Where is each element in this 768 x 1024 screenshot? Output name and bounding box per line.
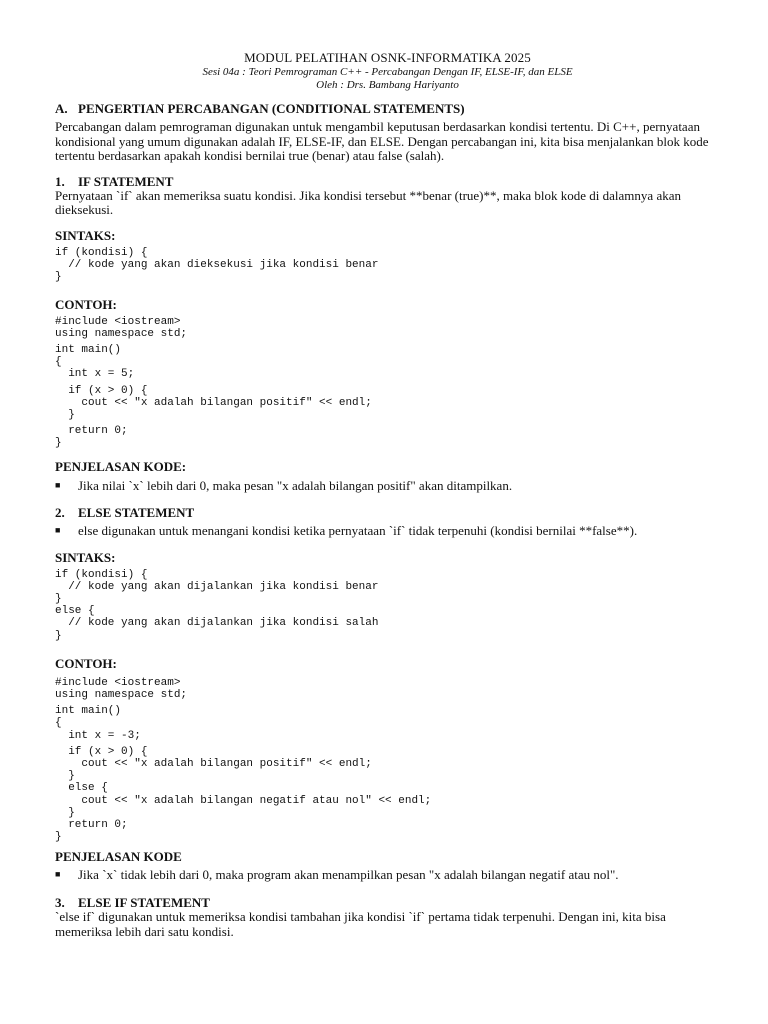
code-line: if (x > 0) { [55, 745, 148, 758]
square-bullet-icon: ■ [55, 524, 61, 535]
section-a-title: PENGERTIAN PERCABANGAN (CONDITIONAL STATEMENTS) [78, 101, 465, 116]
code-line: cout << "x adalah bilangan negatif atau nol" << endl; [55, 794, 432, 807]
code-line: } [55, 806, 75, 819]
code-line: else { [55, 605, 95, 618]
document-title: MODUL PELATIHAN OSNK-INFORMATIKA 2025 [244, 50, 531, 65]
section-a-heading [55, 101, 720, 117]
else-example-label: CONTOH: [55, 655, 117, 671]
code-line: } [55, 271, 62, 284]
code-line: int main() [55, 343, 122, 356]
code-line: else { [55, 782, 108, 795]
else-if-statement-number: 3. [55, 895, 65, 911]
if-example-label: CONTOH: [55, 296, 117, 312]
if-statement-title: IF STATEMENT [78, 173, 174, 189]
code-line: cout << "x adalah bilangan positif" << endl; [55, 758, 372, 771]
if-syntax-label: SINTAKS: [55, 227, 116, 243]
code-line: int main() [55, 705, 122, 718]
code-line: #include <iostream> [55, 676, 181, 689]
if-syntax-code [55, 247, 720, 284]
else-example-code [55, 677, 720, 844]
document-page [55, 50, 720, 940]
if-explanation-label: PENJELASAN KODE: [55, 458, 187, 474]
code-line: } [55, 629, 62, 642]
list-item [55, 867, 720, 882]
code-line: int x = -3; [55, 729, 141, 742]
else-statement-title: ELSE STATEMENT [78, 504, 195, 520]
code-line: if (x > 0) { [55, 384, 148, 397]
else-if-statement-heading [55, 895, 720, 910]
code-line: } [55, 437, 62, 450]
code-line: if (kondisi) { [55, 246, 148, 259]
section-a-intro: Percabangan dalam pemrograman digunakan untuk mengambil keputusan berdasarkan kondisi tertentu. Di C++, pernyataan kondisional yang umum digunakan adalah IF, ELSE-IF, dan ELSE. Dengan percabangan ini, kita bisa menjalankan blok kode tertentu berdasarkan apakah kondisi bernilai true (benar) atau false (salah). [55, 119, 709, 164]
session-subtitle: Sesi 04a : Teori Pemrograman C++ - Percabangan Dengan IF, ELSE-IF, dan ELSE [202, 66, 573, 78]
code-line: } [55, 409, 75, 421]
list-item [55, 523, 720, 538]
if-statement-heading [55, 174, 720, 189]
list-item-text: Jika `x` tidak lebih dari 0, maka program akan menampilkan pesan "x adalah bilangan negatif atau nol". [78, 867, 619, 883]
code-line: using namespace std; [55, 689, 188, 702]
else-explanation-list [55, 867, 720, 882]
else-syntax-code [55, 569, 720, 642]
section-a-number: A. [55, 101, 68, 116]
square-bullet-icon: ■ [55, 869, 61, 880]
else-statement-list [55, 523, 720, 538]
if-example-code [55, 316, 720, 450]
else-statement-number: 2. [55, 504, 65, 520]
list-item-text: Jika nilai `x` lebih dari 0, maka pesan "x adalah bilangan positif" akan ditampilkan. [78, 477, 513, 493]
code-line: } [55, 831, 62, 844]
code-line: // kode yang akan dieksekusi jika kondisi benar [55, 259, 379, 272]
code-line: cout << "x adalah bilangan positif" << endl; [55, 396, 372, 409]
code-line: // kode yang akan dijalankan jika kondisi salah [55, 617, 379, 630]
square-bullet-icon: ■ [55, 479, 61, 490]
code-line: using namespace std; [55, 327, 188, 340]
code-line: // kode yang akan dijalankan jika kondisi benar [55, 580, 379, 593]
list-item-text: else digunakan untuk menangani kondisi ketika pernyataan `if` tidak terpenuhi (kondisi bernilai **false**). [78, 522, 638, 538]
code-line: } [55, 593, 62, 606]
else-syntax-label: SINTAKS: [55, 549, 116, 565]
else-if-statement-title: ELSE IF STATEMENT [78, 895, 210, 911]
code-line: { [55, 356, 62, 369]
else-if-statement-description: `else if` digunakan untuk memeriksa kondisi tambahan jika kondisi `if` pertama tidak terpenuhi. Dengan ini, kita bisa memeriksa lebih dari satu kondisi. [55, 909, 666, 940]
else-explanation-label: PENJELASAN KODE [55, 849, 182, 865]
code-line: } [55, 770, 75, 783]
author-line: Oleh : Drs. Bambang Hariyanto [316, 79, 459, 91]
code-line: return 0; [55, 819, 128, 832]
code-line: if (kondisi) { [55, 568, 148, 581]
if-statement-description: Pernyataan `if` akan memeriksa suatu kondisi. Jika kondisi tersebut **benar (true)**, maka blok kode di dalamnya akan dieksekusi. [55, 187, 681, 218]
if-explanation-list [55, 478, 720, 493]
code-line: int x = 5; [55, 368, 135, 381]
code-line: { [55, 717, 62, 730]
if-statement-number: 1. [55, 173, 65, 189]
code-line: return 0; [55, 425, 128, 438]
else-statement-heading [55, 505, 720, 520]
code-line: #include <iostream> [55, 315, 181, 328]
list-item [55, 478, 720, 493]
